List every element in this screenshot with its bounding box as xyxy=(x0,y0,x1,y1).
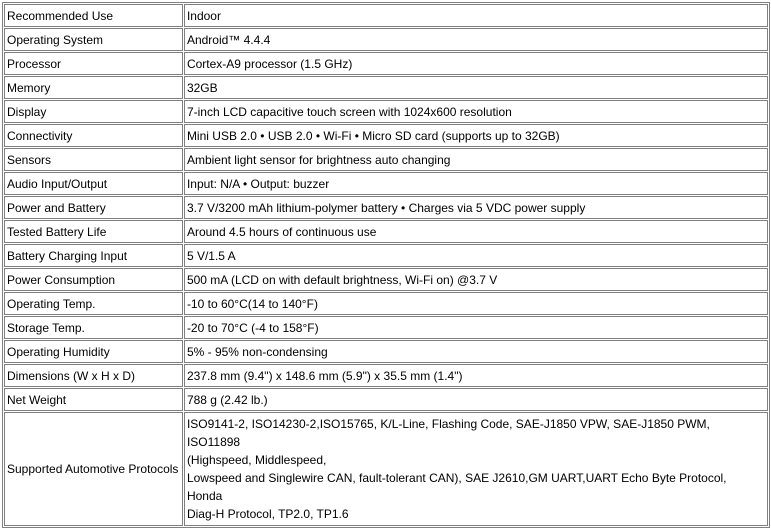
spec-label: Net Weight xyxy=(4,388,183,411)
table-row xyxy=(4,4,768,27)
spec-value: Android™ 4.4.4 xyxy=(184,28,768,51)
specifications-table-body xyxy=(4,4,768,526)
spec-value: Cortex-A9 processor (1.5 GHz) xyxy=(184,52,768,75)
table-row xyxy=(4,316,768,339)
spec-value: 237.8 mm (9.4") x 148.6 mm (5.9") x 35.5 mm (1.4") xyxy=(184,364,768,387)
protocols-line: ISO9141-2, ISO14230-2,ISO15765, K/L-Line, Flashing Code, SAE-J1850 VPW, SAE-J1850 PWM, ISO11898 xyxy=(186,417,710,449)
protocols-line: Diag-H Protocol, TP2.0, TP1.6 xyxy=(186,507,349,521)
spec-value: Indoor xyxy=(184,4,768,27)
spec-label: Supported Automotive Protocols xyxy=(4,412,183,526)
spec-value: 5 V/1.5 A xyxy=(184,244,768,267)
table-row xyxy=(4,148,768,171)
spec-label: Storage Temp. xyxy=(4,316,183,339)
spec-value: Mini USB 2.0 • USB 2.0 • Wi-Fi • Micro SD card (supports up to 32GB) xyxy=(184,124,768,147)
spec-value: -10 to 60°C(14 to 140°F) xyxy=(184,292,768,315)
spec-label: Audio Input/Output xyxy=(4,172,183,195)
table-row xyxy=(4,292,768,315)
spec-label: Display xyxy=(4,100,183,123)
spec-label: Dimensions (W x H x D) xyxy=(4,364,183,387)
table-row xyxy=(4,340,768,363)
table-row xyxy=(4,76,768,99)
spec-label: Tested Battery Life xyxy=(4,220,183,243)
spec-label: Memory xyxy=(4,76,183,99)
spec-value-protocols xyxy=(184,412,768,526)
specifications-table xyxy=(2,2,770,528)
spec-label: Operating System xyxy=(4,28,183,51)
table-row xyxy=(4,28,768,51)
spec-value: Ambient light sensor for brightness auto changing xyxy=(184,148,768,171)
spec-label: Battery Charging Input xyxy=(4,244,183,267)
table-row xyxy=(4,268,768,291)
spec-label: Power Consumption xyxy=(4,268,183,291)
table-row xyxy=(4,52,768,75)
spec-value: 7-inch LCD capacitive touch screen with 1024x600 resolution xyxy=(184,100,768,123)
spec-value: Input: N/A • Output: buzzer xyxy=(184,172,768,195)
spec-label: Sensors xyxy=(4,148,183,171)
spec-value: 32GB xyxy=(184,76,768,99)
spec-label: Recommended Use xyxy=(4,4,183,27)
table-row xyxy=(4,244,768,267)
spec-label: Operating Humidity xyxy=(4,340,183,363)
table-row xyxy=(4,100,768,123)
table-row xyxy=(4,364,768,387)
table-row-protocols xyxy=(4,412,768,526)
table-row xyxy=(4,172,768,195)
table-row xyxy=(4,196,768,219)
table-row xyxy=(4,388,768,411)
spec-label: Power and Battery xyxy=(4,196,183,219)
spec-label: Connectivity xyxy=(4,124,183,147)
protocols-line: Lowspeed and Singlewire CAN, fault-tolerant CAN), SAE J2610,GM UART,UART Echo Byte Protocol, Honda xyxy=(186,471,727,503)
spec-label: Operating Temp. xyxy=(4,292,183,315)
spec-value: -20 to 70°C (-4 to 158°F) xyxy=(184,316,768,339)
spec-value: Around 4.5 hours of continuous use xyxy=(184,220,768,243)
spec-label: Processor xyxy=(4,52,183,75)
spec-value: 788 g (2.42 lb.) xyxy=(184,388,768,411)
spec-value: 5% - 95% non-condensing xyxy=(184,340,768,363)
spec-value: 500 mA (LCD on with default brightness, Wi-Fi on) @3.7 V xyxy=(184,268,768,291)
table-row xyxy=(4,124,768,147)
spec-value: 3.7 V/3200 mAh lithium-polymer battery • Charges via 5 VDC power supply xyxy=(184,196,768,219)
protocols-line: (Highspeed, Middlespeed, xyxy=(186,453,327,467)
table-row xyxy=(4,220,768,243)
